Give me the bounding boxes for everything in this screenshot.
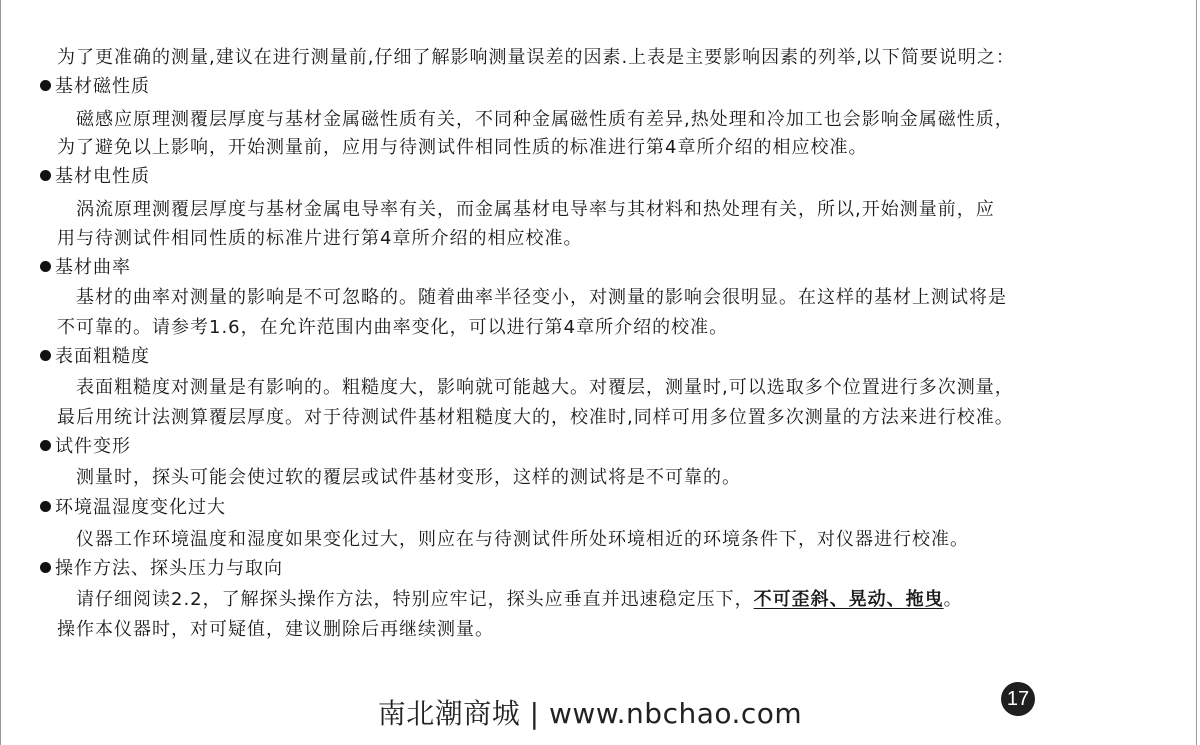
section-text-line: 用与待测试件相同性质的标准片进行第4章所介绍的相应校准。: [57, 228, 583, 249]
section-title: 试件变形: [55, 436, 131, 457]
section-heading-environment: [40, 495, 226, 521]
bullet-icon: [40, 440, 51, 451]
footer-watermark: 南北潮商城 | www.nbchao.com: [377, 697, 803, 730]
section-title: 操作方法、探头压力与取向: [55, 558, 283, 579]
operation-warning: 不可歪斜、晃动、拖曳: [753, 589, 944, 610]
section-text-line: 仪器工作环境温度和湿度如果变化过大，则应在与待测试件所处环境相近的环境条件下，对仪器进行校准。: [76, 529, 969, 550]
section-text-line: 操作本仪器时，对可疑值，建议删除后再继续测量。: [57, 619, 494, 640]
section-text-line: 为了避免以上影响，开始测量前，应用与待测试件相同性质的标准进行第4章所介绍的相应校准。: [57, 137, 868, 158]
section-heading-deformation: [40, 434, 131, 460]
operation-text: 请仔细阅读2.2，了解探头操作方法，特别应牢记，探头应垂直并迅速稳定压下，: [76, 589, 754, 610]
section-title: 基材磁性质: [55, 76, 150, 97]
section-heading-operation: [40, 556, 283, 582]
section-text-line: 测量时，探头可能会使过软的覆层或试件基材变形，这样的测试将是不可靠的。: [76, 467, 741, 488]
bullet-icon: [40, 501, 51, 512]
section-title: 环境温湿度变化过大: [55, 497, 226, 518]
section-heading-magnetic: [40, 74, 150, 100]
section-heading-curvature: [40, 255, 131, 281]
section-text-line: 表面粗糙度对测量是有影响的。粗糙度大，影响就可能越大。对覆层，测量时,可以选取多个位置进行多次测量，: [76, 377, 1014, 398]
section-heading-roughness: [40, 344, 150, 370]
section-text-line: [76, 587, 963, 613]
page-number-badge: 17: [1001, 682, 1035, 716]
section-title: 表面粗糙度: [55, 346, 150, 367]
section-text-line: 不可靠的。请参考1.6，在允许范围内曲率变化，可以进行第4章所介绍的校准。: [57, 317, 729, 338]
section-title: 基材曲率: [55, 257, 131, 278]
bullet-icon: [40, 562, 51, 573]
section-text-line: 涡流原理测覆层厚度与基材金属电导率有关，而金属基材电导率与其材料和热处理有关，所以,开始测量前，应: [76, 199, 995, 220]
bullet-icon: [40, 170, 51, 181]
bullet-icon: [40, 80, 51, 91]
section-title: 基材电性质: [55, 166, 150, 187]
section-heading-electrical: [40, 164, 150, 190]
bullet-icon: [40, 261, 51, 272]
section-text-line: 最后用统计法测算覆层厚度。对于待测试件基材粗糙度大的，校准时,同样可用多位置多次测量的方法来进行校准。: [57, 407, 1014, 428]
section-text-line: 基材的曲率对测量的影响是不可忽略的。随着曲率半径变小，对测量的影响会很明显。在这样的基材上测试将是: [76, 287, 1007, 308]
intro-paragraph: 为了更准确的测量,建议在进行测量前,仔细了解影响测量误差的因素.上表是主要影响因素的列举,以下简要说明之：: [57, 47, 1015, 68]
bullet-icon: [40, 350, 51, 361]
section-text-line: 磁感应原理测覆层厚度与基材金属磁性质有关，不同种金属磁性质有差异,热处理和冷加工也会影响金属磁性质，: [76, 109, 1014, 130]
operation-text-end: 。: [943, 589, 963, 610]
